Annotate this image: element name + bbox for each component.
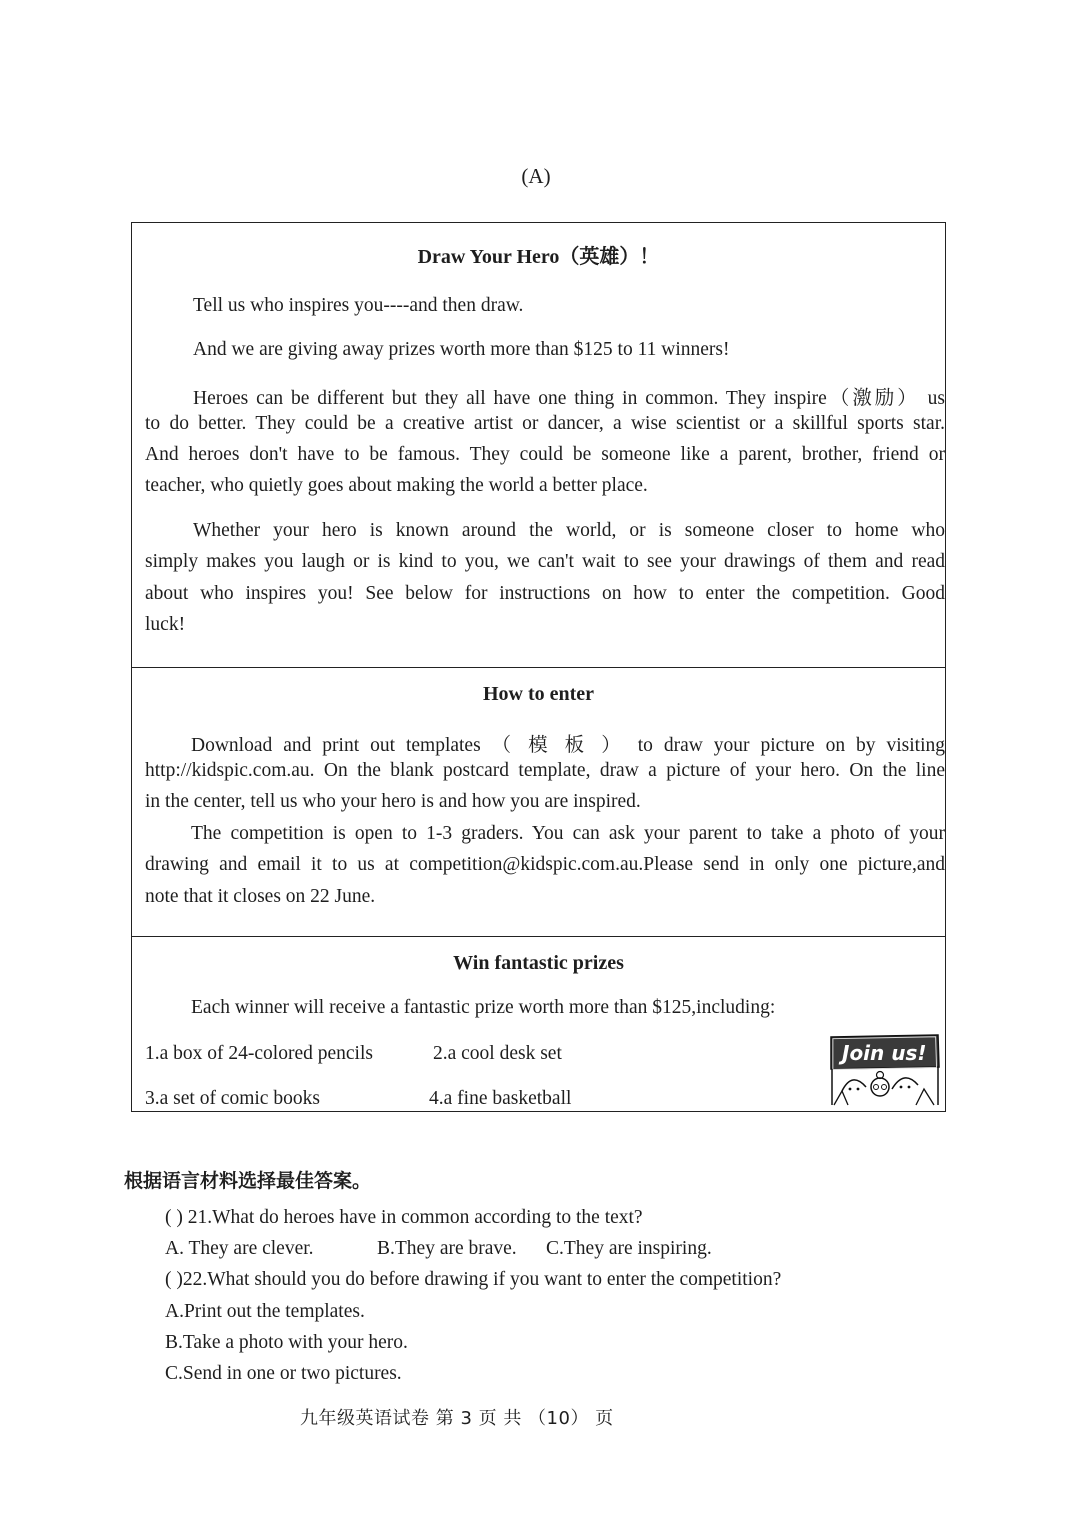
enter-paragraph-2-line-1: The competition is open to 1-3 graders. You can ask your parent to take a photo of your [191,823,945,844]
enter-paragraph-2-line-2: drawing and email it to us at competition@kidspic.com.au.Please send in only one picture,and [145,854,945,875]
section-divider-1 [132,667,945,668]
question-22-option-c: C.Send in one or two pictures. [165,1363,402,1384]
join-us-sign-illustration [828,1029,942,1107]
question-21-option-c: C.They are inspiring. [546,1238,712,1259]
paragraph-2-line-4: luck! [145,614,186,635]
prize-item-1: 1.a box of 24-colored pencils [145,1043,373,1064]
question-21-option-a: A. They are clever. [165,1238,314,1259]
paragraph-2-line-3: about who inspires you! See below for instructions on how to enter the competition. Good [145,583,945,604]
enter-paragraph-1-line-3: in the center, tell us who your hero is and how you are inspired. [145,791,641,812]
paragraph-2-line-2: simply makes you laugh or is kind to you, we can't wait to see your drawings of them and read [145,551,945,572]
paragraph-1-line-3: And heroes don't have to be famous. They could be someone like a parent, brother, friend or [145,444,945,465]
enter-paragraph-1-line-2: http://kidspic.com.au. On the blank postcard template, draw a picture of your hero. On the line [145,760,945,781]
prize-item-2: 2.a cool desk set [433,1043,562,1064]
enter-paragraph-2-line-3: note that it closes on 22 June. [145,886,376,907]
section-label: (A) [521,164,551,188]
question-22-option-a: A.Print out the templates. [165,1301,365,1322]
question-instruction: 根据语言材料选择最佳答案。 [124,1170,372,1192]
question-21-option-b: B.They are brave. [377,1238,517,1259]
question-21-stem: ( ) 21.What do heroes have in common according to the text? [165,1207,643,1228]
question-22-stem: ( )22.What should you do before drawing if you want to enter the competition? [165,1269,782,1290]
paragraph-1-line-4: teacher, who quietly goes about making the world a better place. [145,475,648,496]
passage-title: Draw Your Hero（英雄）！ [417,246,660,268]
question-22-option-b: B.Take a photo with your hero. [165,1332,408,1353]
page-footer: 九年级英语试卷 第 3 页 共 （10） 页 [300,1408,614,1429]
enter-paragraph-1-line-1: Download and print out templates （ 模 板 ） to draw your picture on by visiting [191,735,945,756]
section-divider-2 [132,936,945,937]
prize-item-4: 4.a fine basketball [429,1088,572,1109]
prizes-intro: Each winner will receive a fantastic prize worth more than $125,including: [191,997,776,1018]
reading-passage-box [131,222,946,1112]
paragraph-2-line-1: Whether your hero is known around the world, or is someone closer to home who [193,520,945,541]
prizes-title: Win fantastic prizes [453,952,624,974]
intro-line-1: Tell us who inspires you----and then draw. [193,295,524,316]
intro-line-2: And we are giving away prizes worth more than $125 to 11 winners! [193,339,730,360]
how-to-enter-title: How to enter [482,683,595,705]
paragraph-1-line-2: to do better. They could be a creative artist or dancer, a wise scientist or a skillful sports star. [145,413,945,434]
prize-item-3: 3.a set of comic books [145,1088,320,1109]
paragraph-1-line-1: Heroes can be different but they all have one thing in common. They inspire（激励） us [193,388,945,409]
join-us-sign-text: Join us! [842,1041,927,1065]
